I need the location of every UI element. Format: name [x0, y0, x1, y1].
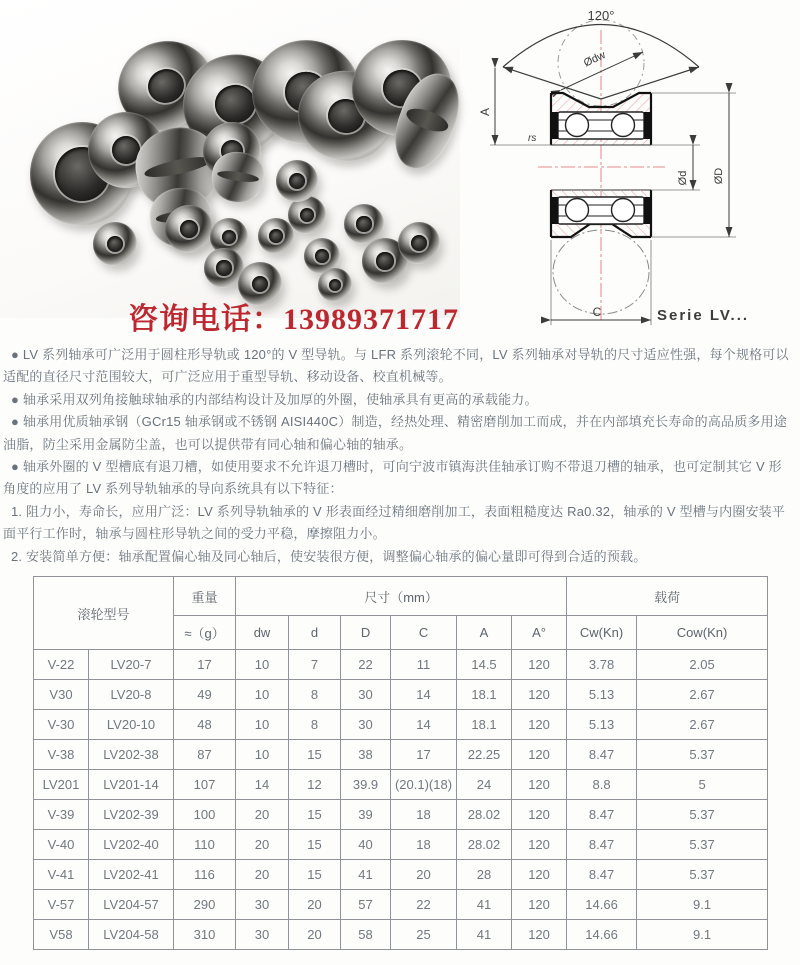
table-cell: V30 — [34, 680, 89, 710]
table-cell: V-40 — [34, 830, 89, 860]
table-cell: 17 — [391, 740, 457, 770]
angle-label: 120° — [587, 8, 615, 23]
feature-bullet: ● 轴承采用双列角接触球轴承的内部结构设计及加厚的外圈，使轴承具有更高的承载能力。 — [11, 391, 538, 407]
table-cell: LV201-14 — [89, 770, 174, 800]
header-model: 滚轮型号 — [34, 577, 174, 650]
table-cell: 30 — [236, 890, 289, 920]
table-cell: 11 — [391, 650, 457, 680]
table-cell: 49 — [174, 680, 236, 710]
table-cell: 20 — [236, 860, 289, 890]
table-cell: 18.1 — [457, 710, 512, 740]
table-cell: 120 — [512, 830, 567, 860]
seal-band — [644, 112, 651, 139]
table-cell: LV20-8 — [89, 680, 174, 710]
header-A: A — [457, 616, 512, 650]
table-cell: 8.47 — [567, 830, 637, 860]
table-cell: V-22 — [34, 650, 89, 680]
table-cell: 48 — [174, 710, 236, 740]
header-d: d — [289, 616, 341, 650]
table-cell: 30 — [236, 920, 289, 950]
table-cell: 8 — [289, 710, 341, 740]
table-cell: 41 — [341, 860, 391, 890]
table-cell: 2.67 — [637, 710, 768, 740]
feature-bullet: ● LV 系列轴承可广泛用于圆柱形导轨或 120°的 V 型导轨。与 LFR 系列滚轮不同，LV 系列轴承对导轨的尺寸适应性强，每个规格可以适配的直径尺寸范围较大，可广泛应用于重型导轨、移动设备、校直机械等。 — [3, 347, 789, 385]
table-cell: 8.8 — [567, 770, 637, 800]
feature-bullet: ● 轴承用优质轴承钢（GCr15 轴承钢或不锈钢 AISI440C）制造，经热处理、精密磨削加工而成，并在内部填充长寿命的高品质多用途油脂，防尘采用金属防尘盖，也可以提供带有同心轴和偏心轴的轴承。 — [3, 414, 788, 452]
table-row — [34, 650, 768, 680]
seal-band — [644, 197, 651, 224]
table-cell: 10 — [236, 650, 289, 680]
table-cell: LV202-39 — [89, 800, 174, 830]
table-cell: 41 — [457, 920, 512, 950]
header-size: 尺寸（mm） — [236, 577, 567, 616]
table-row — [34, 830, 768, 860]
table-cell: LV204-58 — [89, 920, 174, 950]
table-cell: 20 — [289, 920, 341, 950]
a-label: A — [478, 107, 492, 117]
table-cell: 5.37 — [637, 740, 768, 770]
table-cell: 120 — [512, 800, 567, 830]
table-cell: 7 — [289, 650, 341, 680]
table-cell: 120 — [512, 710, 567, 740]
header-cw: Cw(Kn) — [567, 616, 637, 650]
features-section — [0, 340, 800, 568]
table-cell: 39.9 — [341, 770, 391, 800]
table-cell: 9.1 — [637, 890, 768, 920]
header-weight-unit: ≈（g） — [174, 616, 236, 650]
bearing-photo-item — [93, 222, 137, 266]
header-dw: dw — [236, 616, 289, 650]
table-cell: 2.05 — [637, 650, 768, 680]
table-cell: 20 — [391, 860, 457, 890]
table-cell: 22 — [391, 890, 457, 920]
bearing-photo-item — [165, 205, 213, 253]
table-cell: 9.1 — [637, 920, 768, 950]
bore-dia-label: Ød — [677, 170, 689, 186]
table-cell: 116 — [174, 860, 236, 890]
table-cell: 22 — [341, 650, 391, 680]
table-cell: 5.37 — [637, 860, 768, 890]
table-cell: 14 — [391, 680, 457, 710]
table-cell: 87 — [174, 740, 236, 770]
outer-dia-label: ØD — [713, 167, 725, 185]
table-cell: 20 — [236, 800, 289, 830]
table-cell: V-41 — [34, 860, 89, 890]
phone-banner: 咨询电话：13989371717 — [128, 303, 459, 336]
table-cell: 18 — [391, 800, 457, 830]
table-cell: 30 — [341, 680, 391, 710]
table-row — [34, 800, 768, 830]
table-cell: LV204-57 — [89, 890, 174, 920]
table-cell: 15 — [289, 860, 341, 890]
table-cell: LV202-41 — [89, 860, 174, 890]
table-cell: 22.25 — [457, 740, 512, 770]
bearing-photo-item — [398, 222, 440, 264]
table-cell: 25 — [391, 920, 457, 950]
table-cell: 120 — [512, 680, 567, 710]
table-cell: LV202-38 — [89, 740, 174, 770]
table-cell: V58 — [34, 920, 89, 950]
table-cell: 58 — [341, 920, 391, 950]
table-cell: 28 — [457, 860, 512, 890]
series-label: Serie LV... — [657, 307, 750, 324]
table-cell: 14.66 — [567, 920, 637, 950]
table-cell: 30 — [341, 710, 391, 740]
feature-numbered: 1. 阻力小，寿命长，应用广泛：LV 系列导轨轴承的 V 形表面经过精细磨削加工，表面粗糙度达 Ra0.32，轴承的 V 型槽与内圈安装平面平行工作时，轴承与圆柱形导轨之间的受力平稳，摩擦阻力小。 — [3, 503, 786, 542]
ball-lower-right — [612, 199, 635, 222]
table-cell: 5.13 — [567, 680, 637, 710]
table-cell: 3.78 — [567, 650, 637, 680]
spec-table-wrap — [0, 568, 800, 950]
table-cell: (20.1)(18) — [391, 770, 457, 800]
header-A-deg: A° — [512, 616, 567, 650]
table-cell: 39 — [341, 800, 391, 830]
table-row — [34, 740, 768, 770]
table-cell: 10 — [236, 710, 289, 740]
dw-label: Ødw — [581, 49, 608, 70]
table-cell: 57 — [341, 890, 391, 920]
table-cell: 120 — [512, 920, 567, 950]
table-cell: 310 — [174, 920, 236, 950]
table-cell: 20 — [236, 830, 289, 860]
table-cell: 120 — [512, 770, 567, 800]
product-photo — [0, 0, 460, 318]
table-cell: 290 — [174, 890, 236, 920]
table-cell: V-30 — [34, 710, 89, 740]
table-cell: 14 — [236, 770, 289, 800]
table-cell: 107 — [174, 770, 236, 800]
ball-lower-left — [566, 199, 589, 222]
table-cell: 14.5 — [457, 650, 512, 680]
table-cell: 10 — [236, 680, 289, 710]
rs-label: rs — [528, 133, 537, 144]
table-cell: 100 — [174, 800, 236, 830]
table-cell: V-57 — [34, 890, 89, 920]
table-cell: 38 — [341, 740, 391, 770]
table-cell: 12 — [289, 770, 341, 800]
table-cell: 17 — [174, 650, 236, 680]
table-row — [34, 710, 768, 740]
hero-section — [0, 0, 800, 340]
table-cell: 24 — [457, 770, 512, 800]
table-cell: V-38 — [34, 740, 89, 770]
feature-numbered: 2. 安装简单方便：轴承配置偏心轴及同心轴后，使安装很方便，调整偏心轴承的偏心量即可得到合适的预载。 — [11, 548, 647, 564]
table-cell: 40 — [341, 830, 391, 860]
table-cell: LV201 — [34, 770, 89, 800]
header-load: 载荷 — [567, 577, 768, 616]
table-cell: 14 — [391, 710, 457, 740]
table-row — [34, 920, 768, 950]
table-cell: 8.47 — [567, 800, 637, 830]
table-cell: 5 — [637, 770, 768, 800]
table-cell: 18 — [391, 830, 457, 860]
table-cell: 120 — [512, 740, 567, 770]
ball-upper-left — [566, 114, 589, 137]
header-weight: 重量 — [174, 577, 236, 616]
table-cell: 20 — [289, 890, 341, 920]
seal-band — [551, 112, 558, 139]
table-cell: 2.67 — [637, 680, 768, 710]
technical-diagram — [460, 0, 800, 340]
table-row — [34, 890, 768, 920]
bearing-photo-item — [258, 218, 294, 254]
table-cell: 28.02 — [457, 800, 512, 830]
table-row — [34, 860, 768, 890]
feature-bullet: ● 轴承外圈的 V 型槽底有退刀槽，如使用要求不允许退刀槽时，可向宁波市镇海洪佳轴承订购不带退刀槽的轴承，也可定制其它 V 形角度的应用了 LV 系列导轨轴承的导向系统具有以下特征： — [3, 459, 782, 497]
table-cell: 120 — [512, 860, 567, 890]
table-cell: 28.02 — [457, 830, 512, 860]
table-cell: LV202-40 — [89, 830, 174, 860]
table-cell: 120 — [512, 650, 567, 680]
header-D: D — [341, 616, 391, 650]
table-cell: V-39 — [34, 800, 89, 830]
table-cell: 15 — [289, 740, 341, 770]
table-row — [34, 770, 768, 800]
table-cell: 8.47 — [567, 860, 637, 890]
table-cell: LV20-10 — [89, 710, 174, 740]
table-cell: 14.66 — [567, 890, 637, 920]
table-cell: 120 — [512, 890, 567, 920]
header-cow: Cow(Kn) — [637, 616, 768, 650]
header-C: C — [391, 616, 457, 650]
table-cell: 18.1 — [457, 680, 512, 710]
table-cell: 15 — [289, 830, 341, 860]
table-cell: 8.47 — [567, 740, 637, 770]
table-cell: 5.37 — [637, 830, 768, 860]
spec-table — [33, 576, 768, 950]
table-row — [34, 680, 768, 710]
table-cell: 5.13 — [567, 710, 637, 740]
table-cell: 15 — [289, 800, 341, 830]
table-cell: 110 — [174, 830, 236, 860]
table-cell: 5.37 — [637, 800, 768, 830]
table-cell: 8 — [289, 680, 341, 710]
c-label: C — [592, 305, 602, 319]
ball-upper-right — [612, 114, 635, 137]
seal-band — [551, 197, 558, 224]
table-cell: LV20-7 — [89, 650, 174, 680]
bearing-photo-item — [276, 160, 318, 202]
table-cell: 10 — [236, 740, 289, 770]
table-cell: 41 — [457, 890, 512, 920]
spec-table-body — [34, 650, 768, 950]
